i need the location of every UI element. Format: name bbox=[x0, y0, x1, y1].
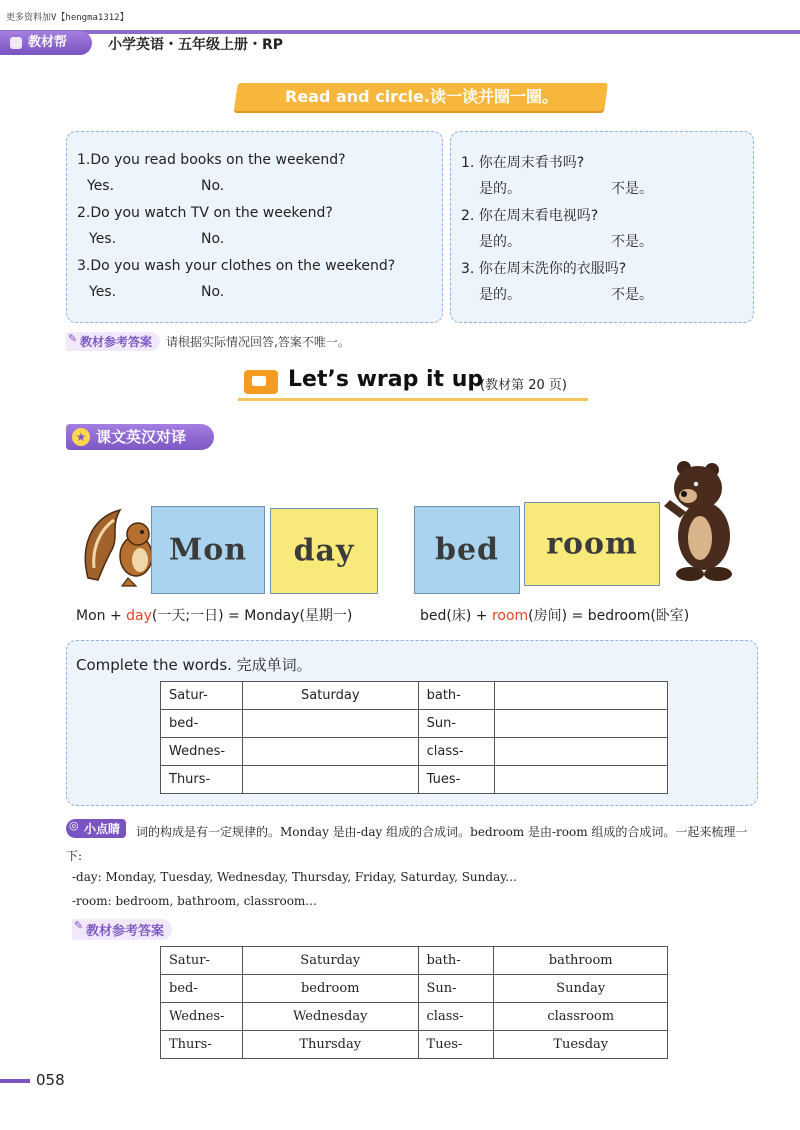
yes-option-3[interactable]: Yes. bbox=[89, 284, 117, 300]
answer-blank[interactable]: Saturday bbox=[242, 682, 418, 710]
cn-no-1: 不是。 bbox=[611, 181, 653, 197]
cn-question-2: 2. 你在周末看电视吗? bbox=[461, 208, 599, 224]
table-row bbox=[161, 947, 668, 975]
blackboard-icon bbox=[244, 370, 278, 394]
ref-cell: Saturday bbox=[242, 947, 418, 975]
squirrel-illustration bbox=[80, 508, 160, 590]
watermark-text: 更多资料加V【hengma1312】 bbox=[6, 13, 129, 23]
formula-right-part-c: (房间) = bedroom(卧室) bbox=[528, 608, 690, 624]
complete-words-table bbox=[160, 681, 668, 794]
answer-blank[interactable] bbox=[494, 710, 667, 738]
no-option-3[interactable]: No. bbox=[201, 284, 225, 300]
tip-text: 词的构成是有一定规律的。Monday 是由-day 组成的合成词。bedroom 是由-room 组成的合成词。一起来梳理一下: bbox=[66, 825, 748, 863]
answer-blank[interactable] bbox=[494, 766, 667, 794]
read-circle-banner: Read and circle.读一读并圈一圈。 bbox=[234, 83, 608, 111]
prefix-cell: Sun- bbox=[418, 710, 494, 738]
formula-right-part-a: bed(床) + bbox=[420, 608, 492, 624]
answer-blank[interactable] bbox=[494, 738, 667, 766]
cn-yes-2: 是的。 bbox=[479, 234, 521, 250]
cn-no-3: 不是。 bbox=[611, 287, 653, 303]
page-number: 058 bbox=[36, 1071, 65, 1089]
answer-note bbox=[66, 332, 350, 351]
keyword-tag bbox=[66, 424, 214, 450]
formula-right-highlight: room bbox=[491, 608, 529, 624]
answer-text: 请根据实际情况回答,答案不唯一。 bbox=[166, 335, 350, 349]
formula-left-highlight: day bbox=[126, 608, 152, 624]
formula-monday bbox=[76, 605, 352, 625]
tip-tag: ◎ 小点睛 bbox=[66, 819, 126, 838]
prefix-cell: Wednes- bbox=[161, 738, 243, 766]
word-mon: Mon bbox=[168, 532, 248, 568]
ref-cell: bed- bbox=[161, 975, 243, 1003]
answer-blank[interactable] bbox=[242, 766, 418, 794]
table-row bbox=[161, 710, 668, 738]
cn-question-1: 1. 你在周末看书吗? bbox=[461, 155, 585, 171]
table-row bbox=[161, 766, 668, 794]
english-questions-box bbox=[66, 131, 443, 323]
word-day: day bbox=[293, 533, 355, 569]
answer-blank[interactable] bbox=[242, 738, 418, 766]
table-row bbox=[161, 682, 668, 710]
cn-no-2: 不是。 bbox=[611, 234, 653, 250]
prefix-cell: class- bbox=[418, 738, 494, 766]
ref-cell: classroom bbox=[494, 1003, 668, 1031]
ref-cell: bedroom bbox=[242, 975, 418, 1003]
word-room: room bbox=[546, 526, 638, 562]
word-card-room bbox=[524, 502, 660, 586]
prefix-cell: bath- bbox=[418, 682, 494, 710]
ref-cell: bathroom bbox=[494, 947, 668, 975]
page-number-bar bbox=[0, 1079, 30, 1083]
ref-cell: class- bbox=[418, 1003, 494, 1031]
tip-day-line: -day: Monday, Tuesday, Wednesday, Thursday, Friday, Saturday, Sunday... bbox=[72, 870, 517, 884]
ref-cell: Sun- bbox=[418, 975, 494, 1003]
no-option-2[interactable]: No. bbox=[201, 231, 225, 247]
ref-cell: Satur- bbox=[161, 947, 243, 975]
ref-cell: Tues- bbox=[418, 1031, 494, 1059]
answer-blank[interactable] bbox=[494, 682, 667, 710]
no-option-1[interactable]: No. bbox=[201, 178, 225, 194]
reference-answer-tag bbox=[72, 919, 178, 940]
ref-cell: Wednesday bbox=[242, 1003, 418, 1031]
cn-yes-3: 是的。 bbox=[479, 287, 521, 303]
reference-answer-table bbox=[160, 946, 668, 1059]
word-card-mon bbox=[151, 506, 265, 594]
ref-cell: Thursday bbox=[242, 1031, 418, 1059]
answer-tag: ✎ 教材参考答案 bbox=[66, 332, 160, 351]
answer-blank[interactable] bbox=[242, 710, 418, 738]
course-title: 小学英语・五年级上册・RP bbox=[108, 37, 284, 53]
reference-tag-label: ✎ 教材参考答案 bbox=[72, 919, 172, 940]
prefix-cell: Satur- bbox=[161, 682, 243, 710]
ref-cell: Sunday bbox=[494, 975, 668, 1003]
yes-option-2[interactable]: Yes. bbox=[89, 231, 117, 247]
yes-option-1[interactable]: Yes. bbox=[87, 178, 115, 194]
word-card-bed bbox=[414, 506, 520, 594]
question-1: 1.Do you read books on the weekend? bbox=[77, 152, 346, 168]
ref-cell: Wednes- bbox=[161, 1003, 243, 1031]
section-underline bbox=[238, 398, 588, 401]
table-row bbox=[161, 738, 668, 766]
bear-illustration bbox=[660, 460, 740, 582]
section-subtitle: (教材第 20 页) bbox=[480, 378, 567, 393]
star-icon: ★ bbox=[72, 428, 90, 446]
ref-cell: Thurs- bbox=[161, 1031, 243, 1059]
tip-room-line: -room: bedroom, bathroom, classroom... bbox=[72, 894, 317, 908]
table-row bbox=[161, 1031, 668, 1059]
prefix-cell: Tues- bbox=[418, 766, 494, 794]
question-2: 2.Do you watch TV on the weekend? bbox=[77, 205, 333, 221]
table-row bbox=[161, 975, 668, 1003]
complete-words-title: Complete the words. 完成单词。 bbox=[76, 656, 312, 674]
table-row bbox=[161, 1003, 668, 1031]
ref-cell: bath- bbox=[418, 947, 494, 975]
section-title: Let’s wrap it up bbox=[288, 367, 484, 392]
ref-cell: Tuesday bbox=[494, 1031, 668, 1059]
word-card-day bbox=[270, 508, 378, 594]
chinese-questions-box bbox=[450, 131, 754, 323]
formula-bedroom bbox=[420, 605, 689, 625]
cn-question-3: 3. 你在周末洗你的衣服吗? bbox=[461, 261, 627, 277]
formula-left-part-c: (一天;一日) = Monday(星期一) bbox=[151, 608, 353, 624]
formula-left-part-a: Mon + bbox=[76, 608, 127, 624]
prefix-cell: Thurs- bbox=[161, 766, 243, 794]
brand-tag: 教材帮 bbox=[0, 31, 92, 55]
cn-yes-1: 是的。 bbox=[479, 181, 521, 197]
keyword-tag-label: 课文英汉对译 bbox=[96, 428, 187, 446]
prefix-cell: bed- bbox=[161, 710, 243, 738]
question-3: 3.Do you wash your clothes on the weekend? bbox=[77, 258, 396, 274]
word-bed: bed bbox=[434, 532, 500, 568]
